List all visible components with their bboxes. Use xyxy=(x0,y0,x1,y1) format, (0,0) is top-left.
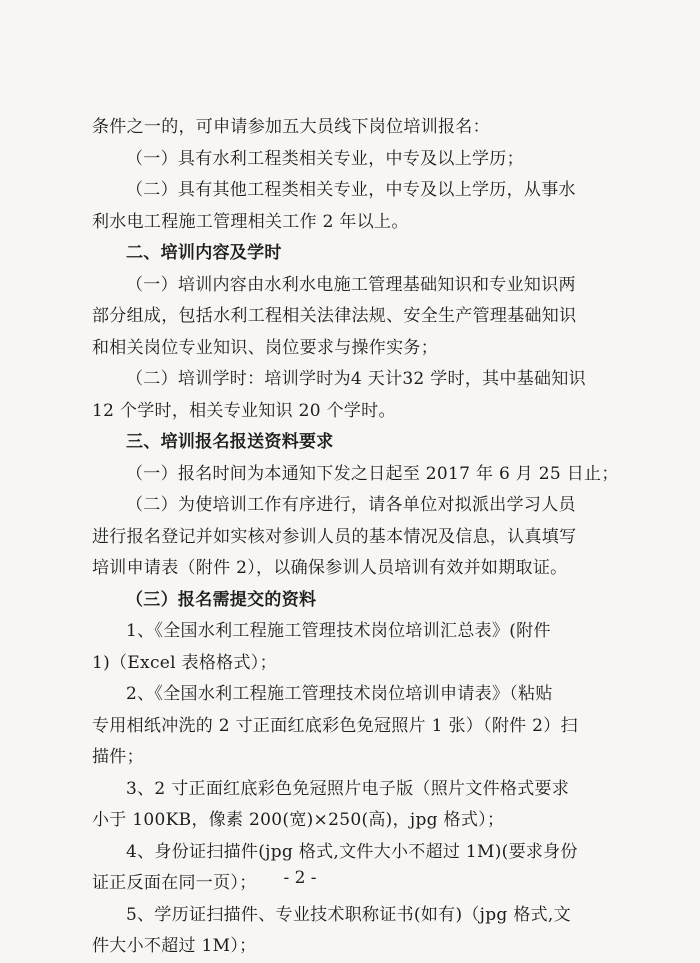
text-line: （二）为使培训工作有序进行，请各单位对拟派出学习人员 xyxy=(126,495,576,515)
document-body xyxy=(92,112,619,963)
text-line: 利水电工程施工管理相关工作 2 年以上。 xyxy=(92,211,409,232)
text-line: 部分组成，包括水利工程相关法律法规、安全生产管理基础知识 xyxy=(92,306,577,326)
text-line: 和相关岗位专业知识、岗位要求与操作实务； xyxy=(92,337,438,358)
text-line: 件大小不超过 1M）； xyxy=(92,936,257,956)
text-line: 1)（Excel 表格格式）； xyxy=(92,652,277,673)
section-heading: 三、培训报名报送资料要求 xyxy=(126,432,334,452)
text-line: 12 个学时，相关专业知识 20 个学时。 xyxy=(92,400,396,421)
text-line: 1、《全国水利工程施工管理技术岗位培训汇总表》(附件 xyxy=(126,621,551,641)
page-number: - 2 - xyxy=(283,868,317,888)
text-line: 4、身份证扫描件(jpg 格式,文件大小不超过 1M)(要求身份 xyxy=(126,841,578,862)
section-heading: 二、培训内容及学时 xyxy=(126,243,282,263)
text-line: 进行报名登记并如实核对参训人员的基本情况及信息，认真填写 xyxy=(92,526,577,547)
text-line: （二）具有其他工程类相关专业，中专及以上学历，从事水 xyxy=(126,180,576,200)
text-line: （一）具有水利工程类相关专业，中专及以上学历； xyxy=(126,148,524,169)
text-line: 小于 100KB，像素 200(宽)×250(高)，jpg 格式）； xyxy=(92,810,505,830)
text-line: （一）培训内容由水利水电施工管理基础知识和专业知识两 xyxy=(126,274,576,295)
text-line: （二）培训学时：培训学时为4 天计32 学时，其中基础知识 xyxy=(126,369,586,389)
text-line: 3、2 寸正面红底彩色免冠照片电子版（照片文件格式要求 xyxy=(126,778,570,799)
text-line: 5、学历证扫描件、专业技术职称证书(如有)（jpg 格式,文 xyxy=(126,904,571,925)
text-line: 证正反面在同一页）； xyxy=(92,873,257,893)
text-line: 描件； xyxy=(92,747,144,767)
text-line: （一）报名时间为本通知下发之日起至 2017 年 6 月 25 日止； xyxy=(126,463,619,484)
text-line: 专用相纸冲洗的 2 寸正面红底彩色免冠照片 1 张）（附件 2）扫 xyxy=(92,715,578,736)
text-line: 2、《全国水利工程施工管理技术岗位培训申请表》（粘贴 xyxy=(126,684,553,704)
text-line: 条件之一的，可申请参加五大员线下岗位培训报名： xyxy=(92,117,490,137)
section-heading: （三）报名需提交的资料 xyxy=(126,589,317,610)
text-line: 培训申请表（附件 2），以确保参训人员培训有效并如期取证。 xyxy=(92,558,568,578)
